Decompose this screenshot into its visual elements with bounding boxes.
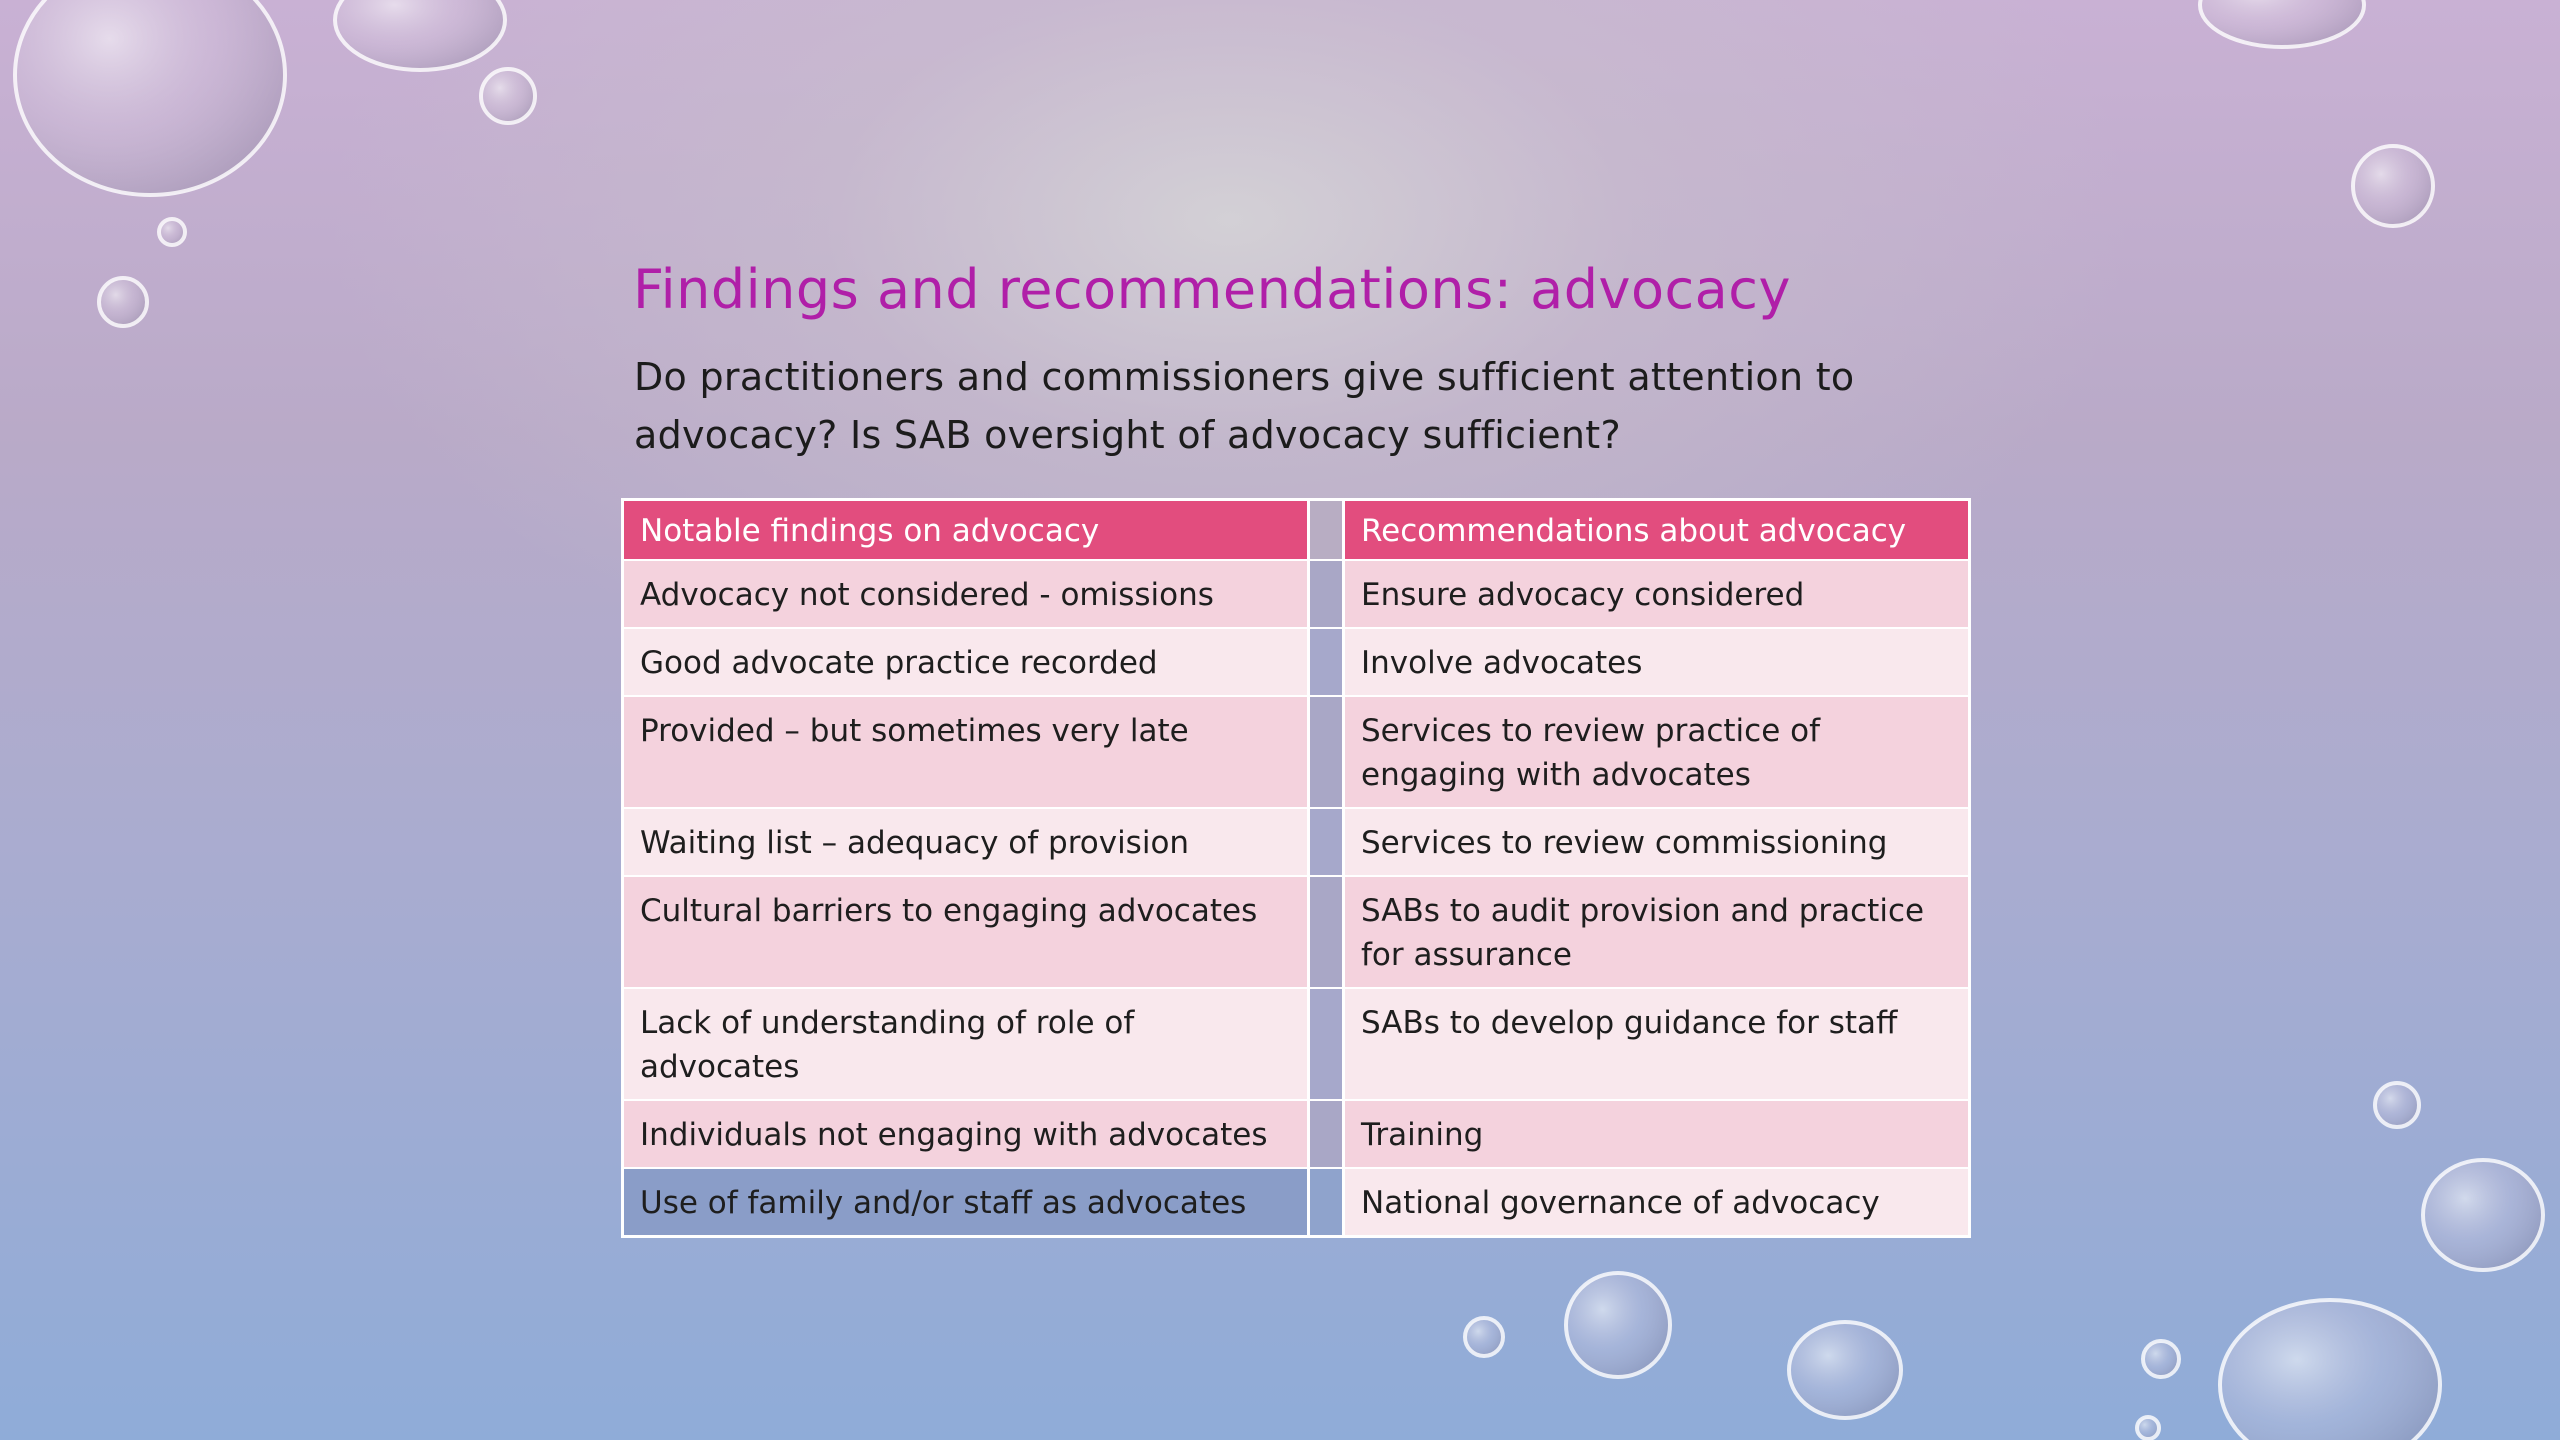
table-header-row [623, 500, 1970, 561]
finding-cell: Good advocate practice recorded [623, 628, 1309, 696]
recommendation-cell: Training [1344, 1100, 1970, 1168]
finding-cell: Individuals not engaging with advocates [623, 1100, 1309, 1168]
column-divider [1309, 1168, 1344, 1237]
finding-cell: Use of family and/or staff as advocates [623, 1168, 1309, 1237]
column-divider [1309, 808, 1344, 876]
recommendation-cell: Involve advocates [1344, 628, 1970, 696]
finding-cell: Advocacy not considered - omissions [623, 560, 1309, 628]
column-header-findings: Notable findings on advocacy [623, 500, 1309, 561]
finding-cell: Cultural barriers to engaging advocates [623, 876, 1309, 988]
table-row [623, 808, 1970, 876]
table-row [623, 988, 1970, 1100]
recommendation-cell: Ensure advocacy considered [1344, 560, 1970, 628]
recommendation-cell: SABs to develop guidance for staff [1344, 988, 1970, 1100]
table-row [623, 1100, 1970, 1168]
column-divider [1309, 500, 1344, 561]
recommendation-cell: SABs to audit provision and practice for assurance [1344, 876, 1970, 988]
findings-table [621, 498, 1971, 1238]
slide-subtitle: Do practitioners and commissioners give sufficient attention to advocacy? Is SAB oversight of advocacy sufficient? [634, 355, 1855, 457]
finding-cell: Waiting list – adequacy of provision [623, 808, 1309, 876]
table-row [623, 696, 1970, 808]
recommendation-cell: Services to review commissioning [1344, 808, 1970, 876]
table-row [623, 628, 1970, 696]
table-row [623, 876, 1970, 988]
column-divider [1309, 696, 1344, 808]
slide-title: Findings and recommendations: advocacy [633, 258, 1791, 321]
column-header-recommendations: Recommendations about advocacy [1344, 500, 1970, 561]
column-divider [1309, 876, 1344, 988]
finding-cell: Provided – but sometimes very late [623, 696, 1309, 808]
finding-cell: Lack of understanding of role of advocates [623, 988, 1309, 1100]
table-row [623, 1168, 1970, 1237]
column-divider [1309, 988, 1344, 1100]
column-divider [1309, 560, 1344, 628]
recommendation-cell: Services to review practice of engaging with advocates [1344, 696, 1970, 808]
column-divider [1309, 628, 1344, 696]
recommendation-cell: National governance of advocacy [1344, 1168, 1970, 1237]
table-row [623, 560, 1970, 628]
column-divider [1309, 1100, 1344, 1168]
